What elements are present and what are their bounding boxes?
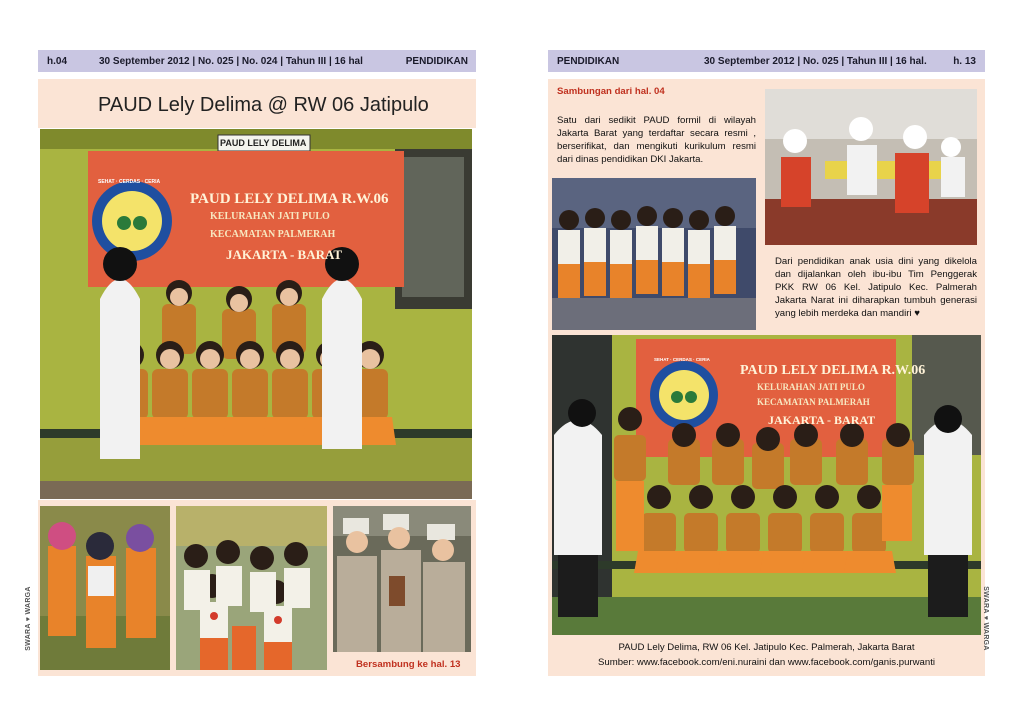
main-photo-logo-text: SEHAT · CERDAS · CERIA [98,179,161,185]
left-section-label: PENDIDIKAN [405,55,468,67]
right-photo-logo-text: SEHAT · CERDAS · CERIA [654,357,710,362]
children-crowd-photo [176,506,327,670]
main-photo-banner-line3: KECAMATAN PALMERAH [210,229,336,240]
right-group-photo [552,335,981,635]
article-paragraph-2: Dari pendidikan anak usia dini yang dikelola dan dijalankan oleh ibu-ibu Tim Penggerak PKK RW 06 Kel. Jatipulo Kec. Palmerah Jakarta Narat ini diharapkan tumbuh generasi yang lebih merdeka dan mandiri ♥ [775,256,977,319]
children-line-photo [552,178,756,330]
children-classroom-photo [765,89,977,245]
right-section-label: PENDIDIKAN [557,55,620,67]
right-photo-banner-line4: JAKARTA - BARAT [768,413,876,427]
main-photo-banner-line2: KELURAHAN JATI PULO [210,211,330,222]
photo-caption-line1: PAUD Lely Delima, RW 06 Kel. Jatipulo Kec. Palmerah, Jakarta Barat [618,642,915,653]
right-photo-banner-line2: KELURAHAN JATI PULO [757,382,865,392]
main-photo-banner-title: PAUD LELY DELIMA R.W.06 [190,191,389,207]
left-side-label: SWARA ♥ WARGA [24,586,32,651]
main-photo-sign: PAUD LELY DELIMA [220,138,307,148]
children-costume-photo [333,506,471,652]
continued-from-note: Sambungan dari hal. 04 [557,86,665,97]
continued-to-note: Bersambung ke hal. 13 [356,659,461,670]
main-group-photo [40,129,472,499]
left-page-number: h.04 [47,55,68,67]
main-photo-banner-line4: JAKARTA - BARAT [226,247,343,262]
article-paragraph-1: Satu dari sedikit PAUD formil di wilayah Jakarta Barat yang terdaftar secara resmi , berserifikat, dan mengikuti kurikulum resmi dari dinas pendidikan DKI Jakarta. [557,115,756,165]
right-side-label: SWARA ♥ WARGA [981,586,989,651]
right-page-number: h. 13 [953,55,976,67]
right-photo-banner-title: PAUD LELY DELIMA R.W.06 [740,363,926,378]
right-issue-info: 30 September 2012 | No. 025 | Tahun III | 16 hal. [704,55,927,67]
right-page-header [548,50,985,72]
left-article-title: PAUD Lely Delima @ RW 06 Jatipulo [98,94,429,116]
left-issue-info: 30 September 2012 | No. 025 | No. 024 | Tahun III | 16 hal [99,55,363,67]
children-helmets-photo [40,506,170,670]
photo-caption-line2: Sumber: www.facebook.com/eni.nuraini dan www.facebook.com/ganis.purwanti [597,657,936,668]
right-photo-banner-line3: KECAMATAN PALMERAH [757,397,870,407]
left-page-header [38,50,476,72]
